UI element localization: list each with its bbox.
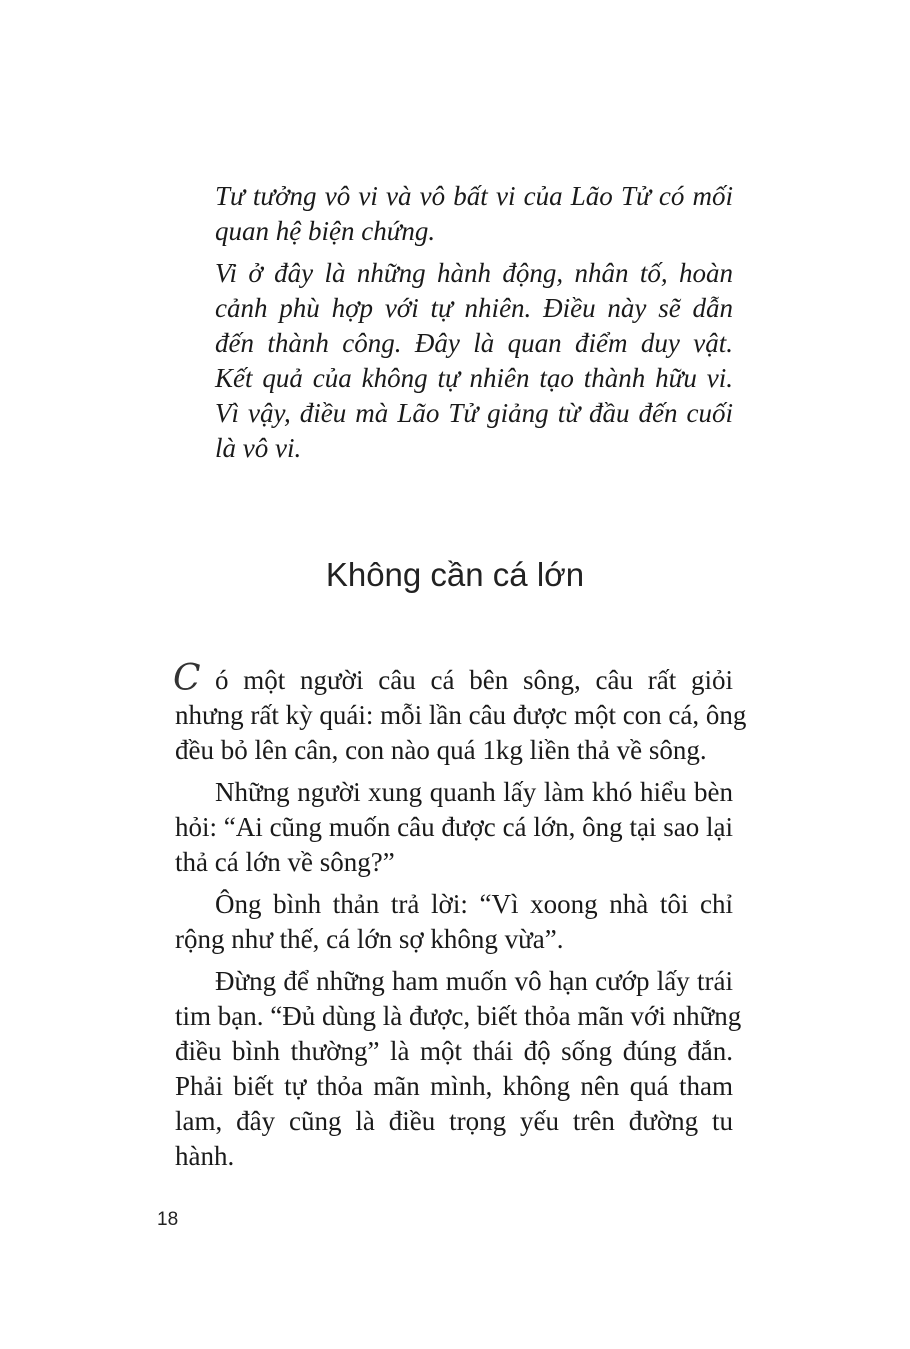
text-line: lam, đây cũng là điều trọng yếu trên đường tu xyxy=(175,1106,733,1136)
text-line: Phải biết tự thỏa mãn mình, không nên quá tham xyxy=(175,1071,733,1101)
text-line: cảnh phù hợp với tự nhiên. Điều này sẽ dẫn xyxy=(215,293,733,323)
text-line: Đừng để những ham muốn vô hạn cướp lấy trái xyxy=(215,966,733,996)
text-line: Ông bình thản trả lời: “Vì xoong nhà tôi chỉ xyxy=(215,889,733,919)
section-heading: Không cần cá lớn xyxy=(325,556,585,593)
story-block xyxy=(173,658,747,1174)
text-line: đều bỏ lên cân, con nào quá 1kg liền thả về sông. xyxy=(175,735,707,765)
text-line: hành. xyxy=(175,1141,235,1171)
text-line: Kết quả của không tự nhiên tạo thành hữu vi. xyxy=(215,363,733,393)
text-line: là vô vi. xyxy=(215,433,302,463)
text-line: nhưng rất kỳ quái: mỗi lần câu được một con cá, ông xyxy=(175,700,747,730)
text-line: tim bạn. “Đủ dùng là được, biết thỏa mãn với những xyxy=(175,1001,742,1031)
text-line: ó một người câu cá bên sông, câu rất giỏi xyxy=(215,665,733,695)
text-line: Vì vậy, điều mà Lão Tử giảng từ đầu đến cuối xyxy=(215,398,733,428)
text-line: điều bình thường” là một thái độ sống đúng đắn. xyxy=(175,1036,733,1066)
drop-cap: C xyxy=(173,658,201,699)
text-line: Vi ở đây là những hành động, nhân tố, hoàn xyxy=(215,258,733,288)
text-line: thả cá lớn về sông?” xyxy=(175,847,395,877)
page-number: 18 xyxy=(157,1209,179,1230)
text-line: hỏi: “Ai cũng muốn câu được cá lớn, ông tại sao lại xyxy=(175,812,733,842)
text-line: quan hệ biện chứng. xyxy=(215,216,436,246)
text-line: Tư tưởng vô vi và vô bất vi của Lão Tử có mối xyxy=(215,181,733,211)
quote-block xyxy=(215,179,733,466)
text-line: rộng như thế, cá lớn sợ không vừa”. xyxy=(175,924,564,954)
text-line: Những người xung quanh lấy làm khó hiểu bèn xyxy=(215,777,733,807)
text-line: đến thành công. Đây là quan điểm duy vật. xyxy=(215,328,733,358)
